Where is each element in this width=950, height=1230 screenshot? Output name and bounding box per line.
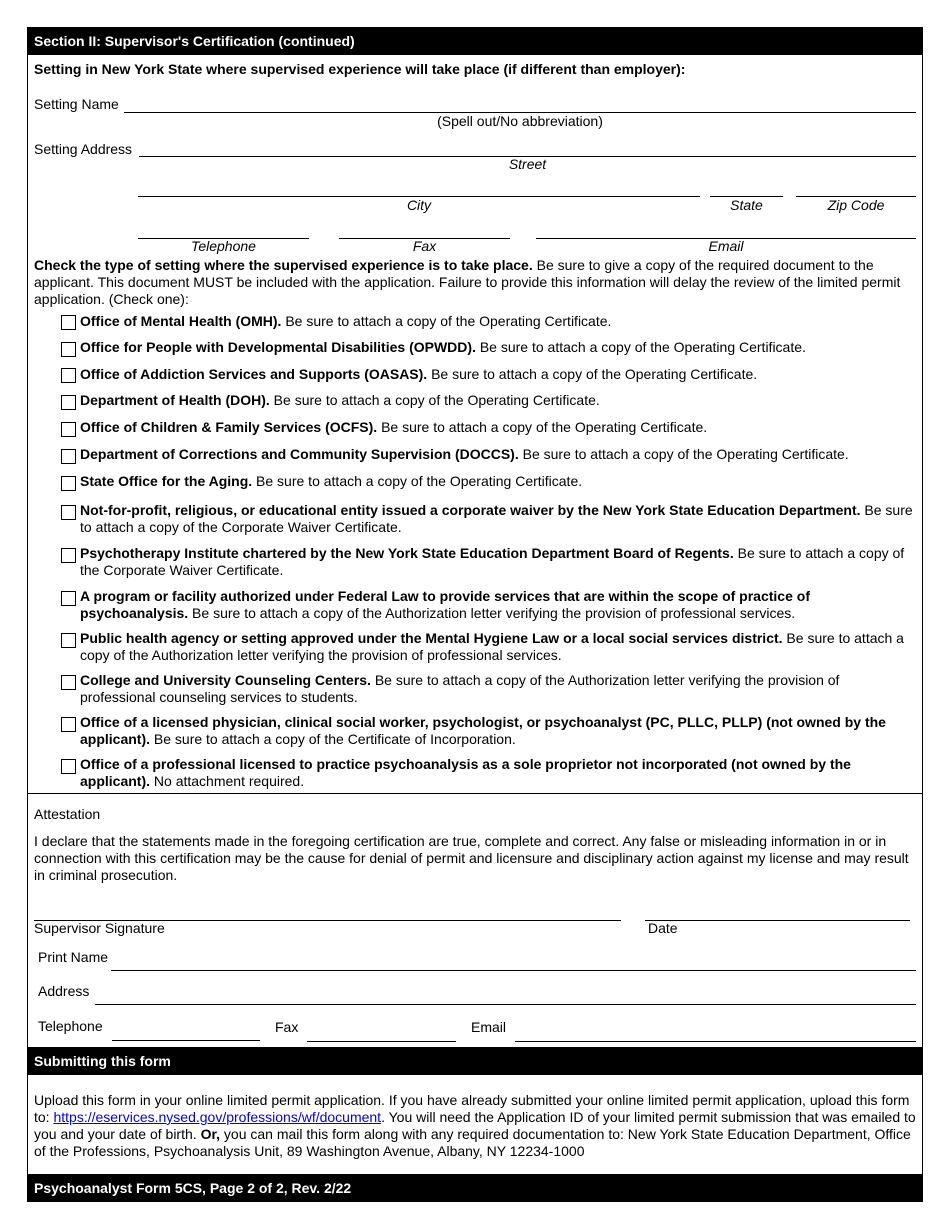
checkbox-psychotherapy-institute[interactable] [61, 548, 76, 563]
option-oasas: Office of Addiction Services and Supports (OASAS). Be sure to attach a copy of the Operating Certificate. [80, 366, 758, 382]
checkbox-public-health[interactable] [61, 633, 76, 648]
option-sole-proprietor: Office of a professional licensed to practice psychoanalysis as a sole proprietor not incorporated (not owned by the applicant). No attachment required. [80, 756, 851, 789]
fax-label: Fax [275, 1019, 299, 1035]
setting-name-label: Setting Name [34, 96, 119, 112]
checkbox-corporate-waiver[interactable] [61, 505, 76, 520]
section-divider [27, 793, 923, 794]
fax-field[interactable] [307, 1041, 456, 1042]
city-caption: City [406, 197, 432, 213]
zip-caption: Zip Code [827, 197, 885, 213]
option-doccs: Department of Corrections and Community Supervision (DOCCS). Be sure to attach a copy of the Operating Certificate. [80, 446, 849, 462]
check-intro-bold: Check the type of setting where the supervised experience is to take place. [34, 257, 533, 273]
attestation-title: Attestation [34, 806, 101, 822]
option-licensed-office: Office of a licensed physician, clinical social worker, psychologist, or psychoanalyst (PC, PLLC, PLLP) (not owned by the applicant). Be sure to attach a copy of the Certificate of Incorporation. [80, 714, 886, 747]
street-caption: Street [508, 156, 547, 172]
checkbox-federal-program[interactable] [61, 591, 76, 606]
option-federal-program: A program or facility authorized under Federal Law to provide services that are within the scope of practice of psychoanalysis. Be sure to attach a copy of the Authorization letter verifying the provision of professional services. [80, 588, 810, 621]
checkbox-sole-proprietor[interactable] [61, 759, 76, 774]
submitting-header: Submitting this form [27, 1047, 923, 1075]
setting-name-hint: (Spell out/No abbreviation) [437, 113, 603, 129]
checkbox-opwdd[interactable] [61, 342, 76, 357]
address-field[interactable] [95, 1004, 916, 1005]
signature-label: Supervisor Signature [34, 920, 165, 936]
email-field[interactable] [515, 1041, 916, 1042]
upload-link[interactable]: https://eservices.nysed.gov/professions/wf/document [53, 1109, 382, 1125]
email-label: Email [471, 1019, 507, 1035]
setting-fax-caption: Fax [412, 238, 437, 254]
option-college-counseling: College and University Counseling Centers. Be sure to attach a copy of the Authorization letter verifying the provision of professional counseling services to students. [80, 672, 840, 705]
option-doh: Department of Health (DOH). Be sure to attach a copy of the Operating Certificate. [80, 392, 600, 408]
date-field[interactable] [645, 920, 910, 921]
submitting-text: Upload this form in your online limited permit application. If you have already submitted your online limited permit application, upload this form to: https://eservices.nysed.gov/professions/wf/document. You will need the Application ID of your limited permit submission that was emailed to you and your date of birth. Or, you can mail this form along with any required documentation to: New York State Education Department, Office of the Professions, Psychoanalysis Unit, 89 Washington Avenue, Albany, NY 12234-1000 [34, 1092, 916, 1159]
checkbox-college-counseling[interactable] [61, 675, 76, 690]
date-label: Date [648, 920, 678, 936]
telephone-label: Telephone [38, 1018, 103, 1034]
checkbox-omh[interactable] [61, 315, 76, 330]
checkbox-oasas[interactable] [61, 368, 76, 383]
option-ocfs: Office of Children & Family Services (OCFS). Be sure to attach a copy of the Operating Certificate. [80, 419, 708, 435]
setting-telephone-caption: Telephone [191, 238, 256, 254]
option-public-health: Public health agency or setting approved under the Mental Hygiene Law or a local social services district. Be sure to attach a copy of the Authorization letter verifying the provision of professional services. [80, 630, 904, 663]
address-label: Address [38, 983, 90, 999]
checkbox-doh[interactable] [61, 395, 76, 410]
option-corporate-waiver: Not-for-profit, religious, or educational entity issued a corporate waiver by the New York State Education Department. Be sure to attach a copy of the Corporate Waiver Certificate. [80, 502, 913, 535]
state-caption: State [730, 197, 763, 213]
print-name-label: Print Name [38, 949, 109, 965]
checkbox-licensed-office[interactable] [61, 717, 76, 732]
checkbox-doccs[interactable] [61, 449, 76, 464]
attestation-text: I declare that the statements made in the foregoing certification are true, complete and correct. Any false or misleading information in or in connection with this certification may be the cause for denial of permit and licensure and disciplinary action against my license and may result in criminal prosecution. [34, 833, 909, 883]
check-intro [34, 257, 914, 308]
telephone-field[interactable] [112, 1040, 260, 1041]
option-opwdd: Office for People with Developmental Disabilities (OPWDD). Be sure to attach a copy of the Operating Certificate. [80, 339, 806, 355]
setting-heading: Setting in New York State where supervised experience will take place (if different than employer): [34, 61, 686, 77]
setting-email-caption: Email [708, 238, 744, 254]
setting-address-label: Setting Address [34, 141, 133, 157]
checkbox-ocfs[interactable] [61, 422, 76, 437]
section-header: Section II: Supervisor's Certification (continued) [27, 27, 923, 55]
option-omh: Office of Mental Health (OMH). Be sure to attach a copy of the Operating Certificate. [80, 313, 612, 329]
check-intro-text: Be sure to give a copy of the required document to the applicant. This document MUST be included with the application. Failure to provide this information will delay the review of the limited permit application. (Check one): [34, 257, 901, 307]
print-name-field[interactable] [111, 970, 916, 971]
option-aging: State Office for the Aging. Be sure to attach a copy of the Operating Certificate. [80, 473, 583, 489]
checkbox-aging[interactable] [61, 476, 76, 491]
form-footer: Psychoanalyst Form 5CS, Page 2 of 2, Rev. 2/22 [27, 1174, 923, 1202]
option-psychotherapy-institute: Psychotherapy Institute chartered by the New York State Education Department Board of Regents. Be sure to attach a copy of the Corporate Waiver Certificate. [80, 545, 905, 578]
